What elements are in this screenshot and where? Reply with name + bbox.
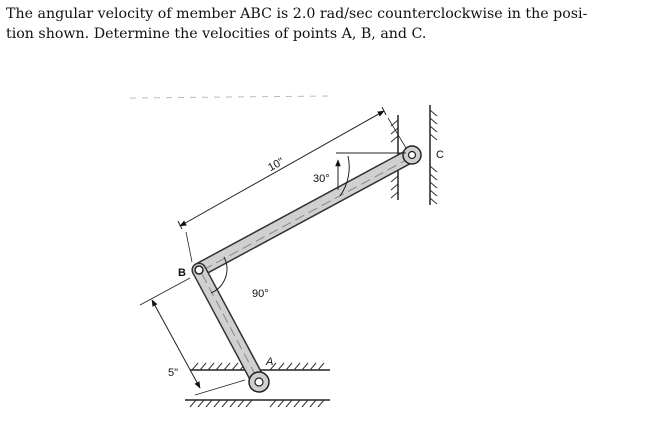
faint-guide-line (130, 96, 330, 98)
pin-c-collar (403, 146, 421, 164)
label-30deg: 30° (313, 173, 330, 185)
label-point-a: A (266, 356, 274, 368)
pin-a-roller (249, 372, 269, 392)
label-90deg: 90° (252, 288, 269, 300)
label-point-c: C (436, 149, 444, 161)
label-10in: 10" (266, 155, 287, 175)
label-5in: 5" (168, 367, 179, 379)
member-abc (199, 155, 412, 382)
label-point-b: B (178, 267, 186, 279)
problem-line-2: tion shown. Determine the velocities of points A, B, and C. (6, 26, 427, 42)
pin-b (195, 266, 203, 274)
problem-line-1: The angular velocity of member ABC is 2.0 rad/sec counterclockwise in the posi- (6, 6, 588, 22)
